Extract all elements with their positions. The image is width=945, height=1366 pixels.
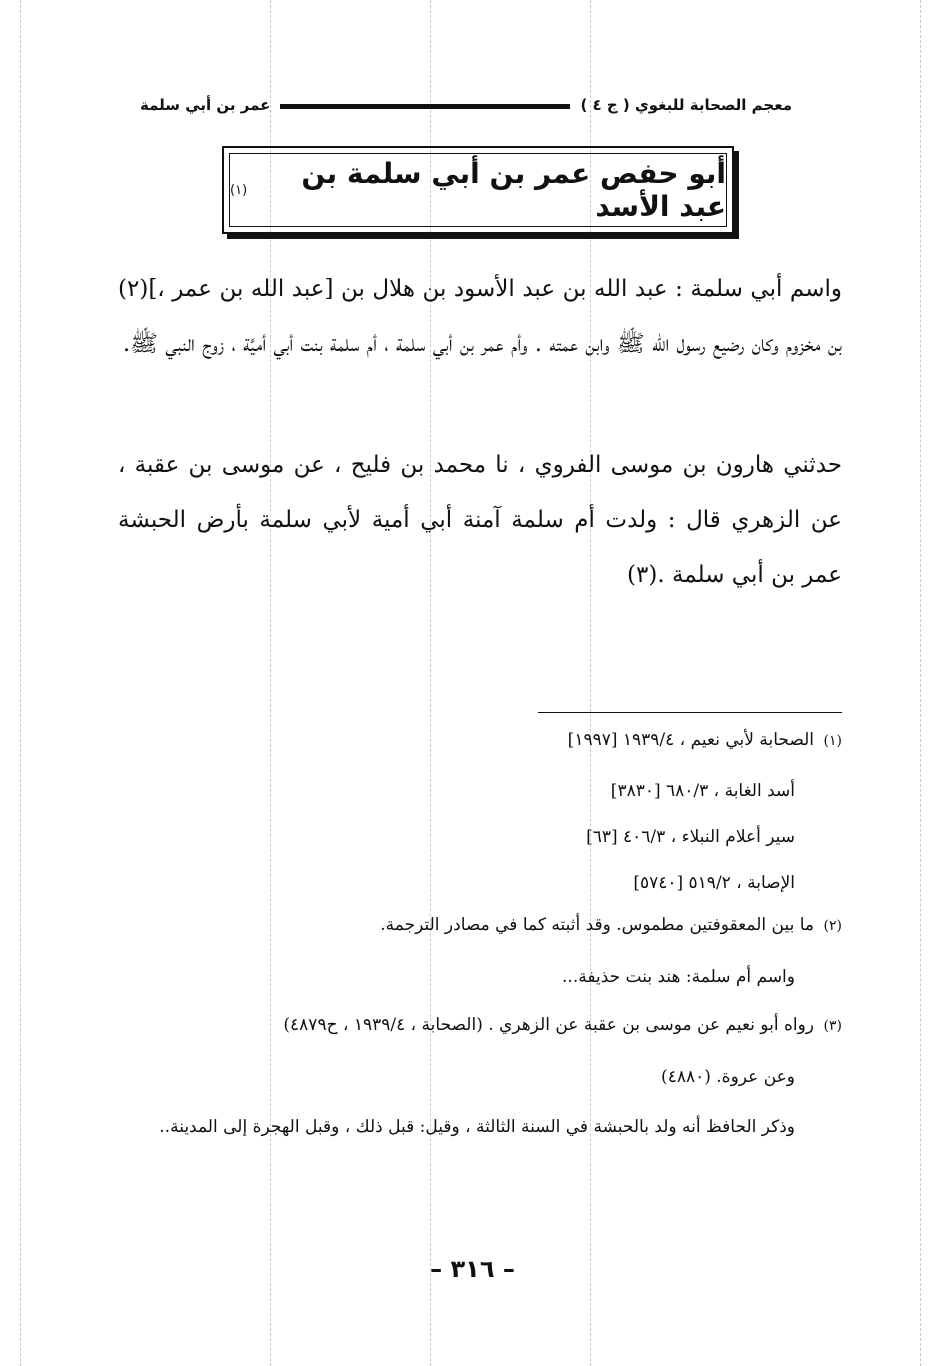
title-footnote-mark: (١) — [230, 182, 248, 198]
header-rule — [280, 104, 570, 109]
footnote-2-line-2: واسم أم سلمة: هند بنت حذيفة... — [562, 967, 795, 987]
footnote-2-line-1: (٢)ما بين المعقوفتين مطموس. وقد أثبته كما في مصادر الترجمة. — [380, 915, 842, 935]
header-entry-name: عمر بن أبي سلمة — [140, 96, 271, 114]
footnote-3-line-1: (٣)رواه أبو نعيم عن موسى بن عقبة عن الزهري . (الصحابة ، ١٩٣٩/٤ ، ح٤٨٧٩) — [283, 1015, 842, 1035]
footnote-1-line-1: (١)الصحابة لأبي نعيم ، ١٩٣٩/٤ [١٩٩٧] — [567, 730, 842, 750]
running-header — [140, 92, 792, 118]
footnote-3-line-3: وذكر الحافظ أنه ولد بالحبشة في السنة الثالثة ، وقيل: قبل ذلك ، وقبل الهجرة إلى المدينة.. — [159, 1117, 795, 1137]
entry-title: أبو حفص عمر بن أبي سلمة بن عبد الأسد — [301, 157, 726, 223]
header-book-title: معجم الصحابة للبغوي ( ج ٤ ) — [580, 96, 792, 114]
footnote-separator — [538, 712, 842, 713]
entry-title-frame — [229, 153, 727, 227]
footnote-1-line-4: الإصابة ، ٥١٩/٢ [٥٧٤٠] — [633, 873, 795, 893]
footnote-1-line-3: سير أعلام النبلاء ، ٤٠٦/٣ [٦٣] — [586, 827, 795, 847]
body-paragraph-2: حدثني هارون بن موسى الفروي ، نا محمد بن فليح ، عن موسى بن عقبة ، عن الزهري قال : ولدت أم سلمة آمنة أبي أمية لأبي سلمة بأرض الحبشة عمر بن أبي سلمة .(٣) — [118, 452, 843, 588]
footnote-1-line-2: أسد الغابة ، ٦٨٠/٣ [٣٨٣٠] — [610, 781, 795, 801]
margin-guide — [20, 0, 21, 1366]
entry-title-box — [222, 146, 734, 234]
footnote-3-line-2: وعن عروة. (٤٨٨٠) — [661, 1067, 795, 1087]
margin-guide — [920, 0, 921, 1366]
body-paragraph-1: واسم أبي سلمة : عبد الله بن عبد الأسود بن هلال بن [عبد الله بن عمر ،](٢) بن مخزوم وكان رضيع رسول الله ﷺ وابن عمته . وأم عمر بن أبي سلمة ، أم سلمة بنت أبي أميَّة ، زوج النبي ﷺ. — [118, 276, 842, 357]
page-number: – ٣١٦ – — [430, 1255, 515, 1283]
